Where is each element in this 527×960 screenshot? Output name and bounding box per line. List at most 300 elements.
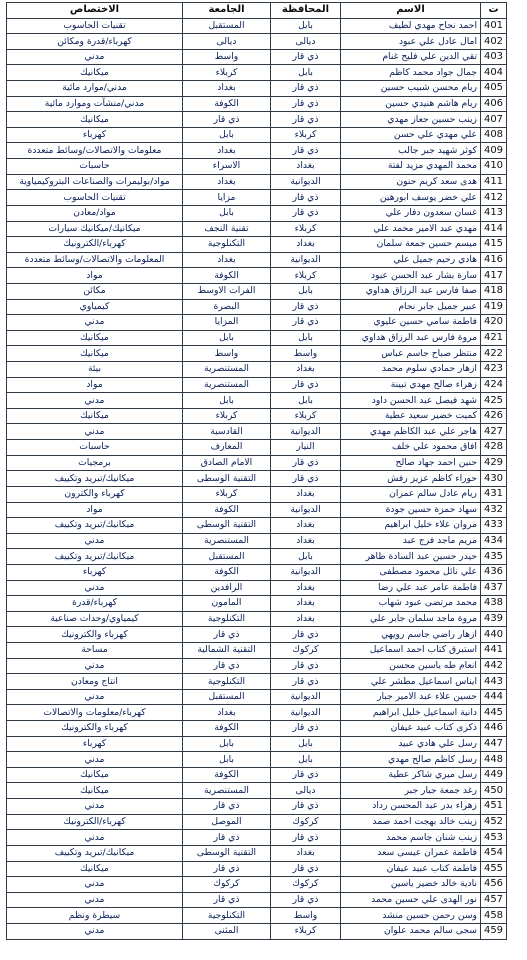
cell-name: زينب خالد بهجت احمد صمد [341,814,481,830]
cell-num: 457 [481,892,507,908]
cell-governorate: بغداد [271,611,341,627]
cell-specialization: ميكانيك [7,783,183,799]
cell-name: كوثر شهيد جبر جالب [341,143,481,159]
cell-name: علي نائل محمود مصطفى [341,564,481,580]
cell-governorate: ذي قار [271,767,341,783]
cell-governorate: كركوك [271,814,341,830]
cell-num: 455 [481,861,507,877]
cell-specialization: بيئة [7,362,183,378]
names-table [6,2,507,940]
cell-governorate: كركوك [271,877,341,893]
cell-university: المثنى [183,923,271,939]
cell-num: 433 [481,518,507,534]
table-row [7,346,507,362]
cell-university: كركوك [183,877,271,893]
cell-name: سارة بشار عبد الحسن عبود [341,268,481,284]
cell-name: سجى سالم محمد علوان [341,923,481,939]
cell-num: 431 [481,486,507,502]
cell-governorate: النيار [271,440,341,456]
table-row [7,159,507,175]
cell-specialization: ميكانيك/تبريد وتكييف [7,549,183,565]
cell-governorate: واسط [271,908,341,924]
cell-name: انعام طه ياسين محسن [341,658,481,674]
cell-num: 425 [481,393,507,409]
table-row [7,861,507,877]
cell-name: صفا فارس عبد الرزاق هداوي [341,283,481,299]
cell-num: 448 [481,752,507,768]
cell-university: المستقبل [183,549,271,565]
cell-governorate: كربلاء [271,923,341,939]
table-row [7,486,507,502]
table-row [7,268,507,284]
cell-university: المعارف [183,440,271,456]
table-row [7,564,507,580]
cell-name: ايناس اسماعيل مطشر علي [341,674,481,690]
cell-num: 443 [481,674,507,690]
table-row [7,736,507,752]
cell-name: هدى سعد كريم حنون [341,174,481,190]
cell-specialization: ميكانيك [7,346,183,362]
cell-university: ذي قار [183,658,271,674]
cell-specialization: كهرباء/معلومات والاتصالات [7,705,183,721]
cell-num: 449 [481,767,507,783]
cell-specialization: مدني [7,923,183,939]
cell-num: 415 [481,237,507,253]
cell-university: كربلاء [183,65,271,81]
cell-name: كميت خضير سعيد عطية [341,408,481,424]
cell-university: المامون [183,596,271,612]
cell-governorate: ذي قار [271,112,341,128]
cell-name: عبير جميل جابر نحام [341,299,481,315]
cell-governorate: بغداد [271,159,341,175]
cell-university: بابل [183,393,271,409]
cell-specialization: مدني [7,580,183,596]
table-row [7,658,507,674]
cell-university: المستنصرية [183,362,271,378]
cell-specialization: مدني/موارد مائية [7,81,183,97]
cell-name: ريام هاشم هنيدي حسين [341,96,481,112]
cell-specialization: مدني [7,877,183,893]
cell-governorate: ذي قار [271,377,341,393]
cell-governorate: بابل [271,18,341,34]
cell-num: 412 [481,190,507,206]
cell-name: ريام محسن شبيب حسين [341,81,481,97]
cell-name: وسن رحمن حسين منشد [341,908,481,924]
cell-num: 413 [481,205,507,221]
cell-num: 454 [481,845,507,861]
table-row [7,174,507,190]
cell-governorate: بابل [271,752,341,768]
cell-num: 445 [481,705,507,721]
cell-specialization: تقنيات الحاسوب [7,18,183,34]
cell-num: 404 [481,65,507,81]
cell-name: جمال جواد محمد كاظم [341,65,481,81]
cell-governorate: ذي قار [271,658,341,674]
table-row [7,205,507,221]
cell-name: مروة فارس عبد الرزاق هداوي [341,330,481,346]
table-row [7,190,507,206]
cell-university: بابل [183,736,271,752]
cell-specialization: كيمياوي [7,299,183,315]
table-row [7,799,507,815]
cell-university: بابل [183,127,271,143]
cell-specialization: كهرباء/الكترونيك [7,237,183,253]
cell-num: 435 [481,549,507,565]
cell-specialization: كهرباء والكترونيك [7,721,183,737]
cell-university: المزايا [183,315,271,331]
table-row [7,283,507,299]
table-row [7,689,507,705]
cell-governorate: بغداد [271,362,341,378]
cell-num: 421 [481,330,507,346]
cell-specialization: سيطرة ونظم [7,908,183,924]
cell-name: غسان سعدون دفار علي [341,205,481,221]
cell-specialization: مواد [7,502,183,518]
table-row [7,424,507,440]
table-row [7,81,507,97]
cell-name: ازهار راضي جاسم رويهي [341,627,481,643]
cell-governorate: كركوك [271,642,341,658]
cell-num: 419 [481,299,507,315]
cell-name: محمد مرتضى عبود شهاب [341,596,481,612]
table-row [7,455,507,471]
cell-governorate: كربلاء [271,268,341,284]
cell-num: 438 [481,596,507,612]
cell-name: نادية خالد خضير ياسين [341,877,481,893]
table-row [7,627,507,643]
cell-num: 406 [481,96,507,112]
cell-university: بغداد [183,81,271,97]
cell-name: احمد نجاح مهدي لطيف [341,18,481,34]
cell-num: 444 [481,689,507,705]
table-row [7,877,507,893]
table-row [7,237,507,253]
cell-num: 407 [481,112,507,128]
header-num: ت [481,3,507,19]
cell-university: التقنية الوسطى [183,518,271,534]
cell-university: واسط [183,346,271,362]
cell-num: 422 [481,346,507,362]
table-row [7,923,507,939]
cell-governorate: ذي قار [271,627,341,643]
table-row [7,112,507,128]
cell-governorate: ديالى [271,783,341,799]
cell-specialization: ميكانيك [7,861,183,877]
cell-governorate: كربلاء [271,408,341,424]
table-row [7,533,507,549]
cell-name: فاطمة عمران عيسى سعد [341,845,481,861]
cell-num: 401 [481,18,507,34]
cell-governorate: واسط [271,346,341,362]
cell-governorate: ذي قار [271,190,341,206]
cell-governorate: كربلاء [271,221,341,237]
table-row [7,143,507,159]
cell-university: كربلاء [183,486,271,502]
cell-name: مريم ماجد فرج عبد [341,533,481,549]
cell-university: الكوفة [183,721,271,737]
cell-governorate: الديوانية [271,174,341,190]
cell-name: حنين احمد جهاد صالح [341,455,481,471]
cell-university: المستقبل [183,18,271,34]
table-row [7,518,507,534]
cell-governorate: بغداد [271,237,341,253]
cell-num: 429 [481,455,507,471]
cell-specialization: ميكانيك/تبريد وتكييف [7,845,183,861]
cell-name: علي خضر يوسف ابورهين [341,190,481,206]
cell-university: التكنلوجية [183,237,271,253]
cell-governorate: الديوانية [271,424,341,440]
cell-specialization: كهرباء/الكترونيك [7,814,183,830]
cell-university: بغداد [183,705,271,721]
table-row [7,783,507,799]
cell-governorate: ذي قار [271,721,341,737]
cell-specialization: كهرباء/قدرة ومكائن [7,34,183,50]
cell-governorate: بابل [271,736,341,752]
cell-governorate: بغداد [271,845,341,861]
cell-governorate: ذي قار [271,299,341,315]
cell-num: 427 [481,424,507,440]
cell-university: الكوفة [183,268,271,284]
cell-university: ذي قار [183,892,271,908]
cell-num: 402 [481,34,507,50]
cell-name: مروة ماجد سلمان جابر علي [341,611,481,627]
cell-num: 405 [481,81,507,97]
table-row [7,596,507,612]
table-row [7,502,507,518]
cell-name: فاطمة كتاب عبيد عيفان [341,861,481,877]
cell-num: 409 [481,143,507,159]
cell-governorate: بغداد [271,533,341,549]
cell-specialization: مدني [7,393,183,409]
cell-governorate: بابل [271,65,341,81]
cell-university: بغداد [183,252,271,268]
cell-governorate: ذي قار [271,81,341,97]
cell-num: 428 [481,440,507,456]
cell-specialization: مدني [7,892,183,908]
table-row [7,440,507,456]
cell-specialization: مدني [7,424,183,440]
cell-university: مزايا [183,190,271,206]
cell-specialization: مكائن [7,283,183,299]
cell-name: فاطمة عامر عبد علي رضا [341,580,481,596]
cell-specialization: مواد [7,377,183,393]
table-row [7,814,507,830]
cell-governorate: الديوانية [271,252,341,268]
cell-university: ذي قار [183,627,271,643]
table-row [7,377,507,393]
cell-specialization: كهرباء [7,736,183,752]
cell-university: ذي قار [183,799,271,815]
table-row [7,845,507,861]
cell-name: افاق محمود علي خلف [341,440,481,456]
cell-num: 451 [481,799,507,815]
cell-num: 453 [481,830,507,846]
cell-num: 432 [481,502,507,518]
cell-name: منتظر صباح جاسم عباس [341,346,481,362]
cell-name: فاطمة سامي حسين عليوي [341,315,481,331]
table-row [7,892,507,908]
cell-university: واسط [183,49,271,65]
cell-num: 446 [481,721,507,737]
cell-governorate: بغداد [271,580,341,596]
header-specialization: الاختصاص [7,3,183,19]
header-university: الجامعة [183,3,271,19]
table-row [7,705,507,721]
cell-university: بابل [183,330,271,346]
cell-name: ميسم حسين جمعة سلمان [341,237,481,253]
cell-university: بابل [183,752,271,768]
table-row [7,393,507,409]
cell-name: زينب شنان جاسم محمد [341,830,481,846]
cell-governorate: الديوانية [271,689,341,705]
table-row [7,49,507,65]
cell-name: علي مهدي علي حسن [341,127,481,143]
cell-university: القادسية [183,424,271,440]
cell-specialization: تقنيات الحاسوب [7,190,183,206]
table-row [7,65,507,81]
cell-university: التقنية الوسطى [183,471,271,487]
cell-name: مهدي عبد الامير محمد علي [341,221,481,237]
cell-name: هادي رحيم جميل علي [341,252,481,268]
cell-name: حوراء كاظم عزيز رفش [341,471,481,487]
cell-specialization: المعلومات والاتصالات/وسائط متعددة [7,252,183,268]
cell-name: حيدر حسين عبد السادة ظاهر [341,549,481,565]
table-header-row [7,3,507,19]
cell-num: 403 [481,49,507,65]
cell-university: بغداد [183,174,271,190]
table-row [7,330,507,346]
cell-university: بغداد [183,143,271,159]
cell-university: كربلاء [183,408,271,424]
table-row [7,767,507,783]
cell-governorate: كربلاء [271,127,341,143]
cell-university: ذي قار [183,112,271,128]
cell-university: ذي قار [183,830,271,846]
cell-name: دانية اسماعيل خليل ابراهيم [341,705,481,721]
table-row [7,471,507,487]
cell-num: 436 [481,564,507,580]
cell-specialization: كهرباء [7,564,183,580]
cell-governorate: بابل [271,330,341,346]
table-row [7,18,507,34]
cell-specialization: معلومات والاتصالات/وسائط متعددة [7,143,183,159]
cell-specialization: كهرباء/قدرة [7,596,183,612]
cell-university: الفرات الاوسط [183,283,271,299]
cell-name: ازهار حمادي سلوم محمد [341,362,481,378]
cell-num: 418 [481,283,507,299]
cell-name: مروان علاء خليل ابراهيم [341,518,481,534]
cell-specialization: ميكانيك/ميكانيك سيارات [7,221,183,237]
cell-num: 442 [481,658,507,674]
cell-governorate: ذي قار [271,455,341,471]
cell-specialization: ميكانيك [7,112,183,128]
names-table-sheet [6,2,506,940]
table-row [7,830,507,846]
cell-specialization: مواد [7,268,183,284]
cell-university: المستقبل [183,689,271,705]
cell-num: 440 [481,627,507,643]
cell-specialization: كيمياوي/وحدات صناعية [7,611,183,627]
cell-university: التكنلوجية [183,611,271,627]
cell-governorate: الديوانية [271,502,341,518]
cell-name: نور الهدى علي حسين محمد [341,892,481,908]
cell-specialization: ميكانيك/تبريد وتكييف [7,518,183,534]
header-name: الاسم [341,3,481,19]
cell-num: 447 [481,736,507,752]
cell-governorate: ذي قار [271,799,341,815]
table-row [7,127,507,143]
table-row [7,252,507,268]
table-row [7,34,507,50]
cell-name: رسل علي هادي عبيد [341,736,481,752]
cell-specialization: ميكانيك [7,65,183,81]
cell-university: البصرة [183,299,271,315]
header-governorate: المحافظة [271,3,341,19]
cell-governorate: ذي قار [271,674,341,690]
cell-name: هاجر علي عبد الكاظم مهدي [341,424,481,440]
cell-university: ذي قار [183,861,271,877]
cell-governorate: بغداد [271,518,341,534]
table-row [7,580,507,596]
cell-university: المستنصرية [183,783,271,799]
cell-university: الكوفة [183,564,271,580]
cell-university: الامام الصادق [183,455,271,471]
cell-university: بابل [183,205,271,221]
table-row [7,221,507,237]
cell-governorate: ديالى [271,34,341,50]
cell-specialization: حاسبات [7,440,183,456]
cell-specialization: كهرباء والكترون [7,486,183,502]
cell-num: 439 [481,611,507,627]
cell-num: 420 [481,315,507,331]
cell-num: 417 [481,268,507,284]
cell-university: الموصل [183,814,271,830]
cell-num: 416 [481,252,507,268]
cell-governorate: ذي قار [271,49,341,65]
cell-name: زينب حسين جعاز مهدي [341,112,481,128]
cell-name: امال عادل علي عبود [341,34,481,50]
cell-specialization: مدني [7,830,183,846]
cell-num: 441 [481,642,507,658]
cell-name: محمد المهدي مزيد لفتة [341,159,481,175]
cell-specialization: كهرباء والكترونيك [7,627,183,643]
cell-name: ريام عادل سالم عمران [341,486,481,502]
cell-name: رسل كاظم صالح مهدي [341,752,481,768]
cell-name: زهراء بدر عبد المحسن رداد [341,799,481,815]
table-row [7,752,507,768]
cell-specialization: حاسبات [7,159,183,175]
cell-governorate: الديوانية [271,564,341,580]
cell-specialization: مدني [7,799,183,815]
cell-specialization: انتاج ومعادن [7,674,183,690]
cell-university: الرافدين [183,580,271,596]
cell-num: 408 [481,127,507,143]
cell-governorate: ذي قار [271,143,341,159]
cell-specialization: مدني [7,315,183,331]
cell-specialization: مواد/معادن [7,205,183,221]
cell-name: استبرق كتاب احمد اسماعيل [341,642,481,658]
cell-num: 452 [481,814,507,830]
table-row [7,549,507,565]
cell-num: 459 [481,923,507,939]
cell-university: تقنية النجف [183,221,271,237]
cell-governorate: بابل [271,549,341,565]
cell-specialization: مساحة [7,642,183,658]
cell-specialization: برمجيات [7,455,183,471]
cell-specialization: مدني [7,533,183,549]
cell-num: 426 [481,408,507,424]
cell-name: ذكرى كتاب عبيد عيفان [341,721,481,737]
